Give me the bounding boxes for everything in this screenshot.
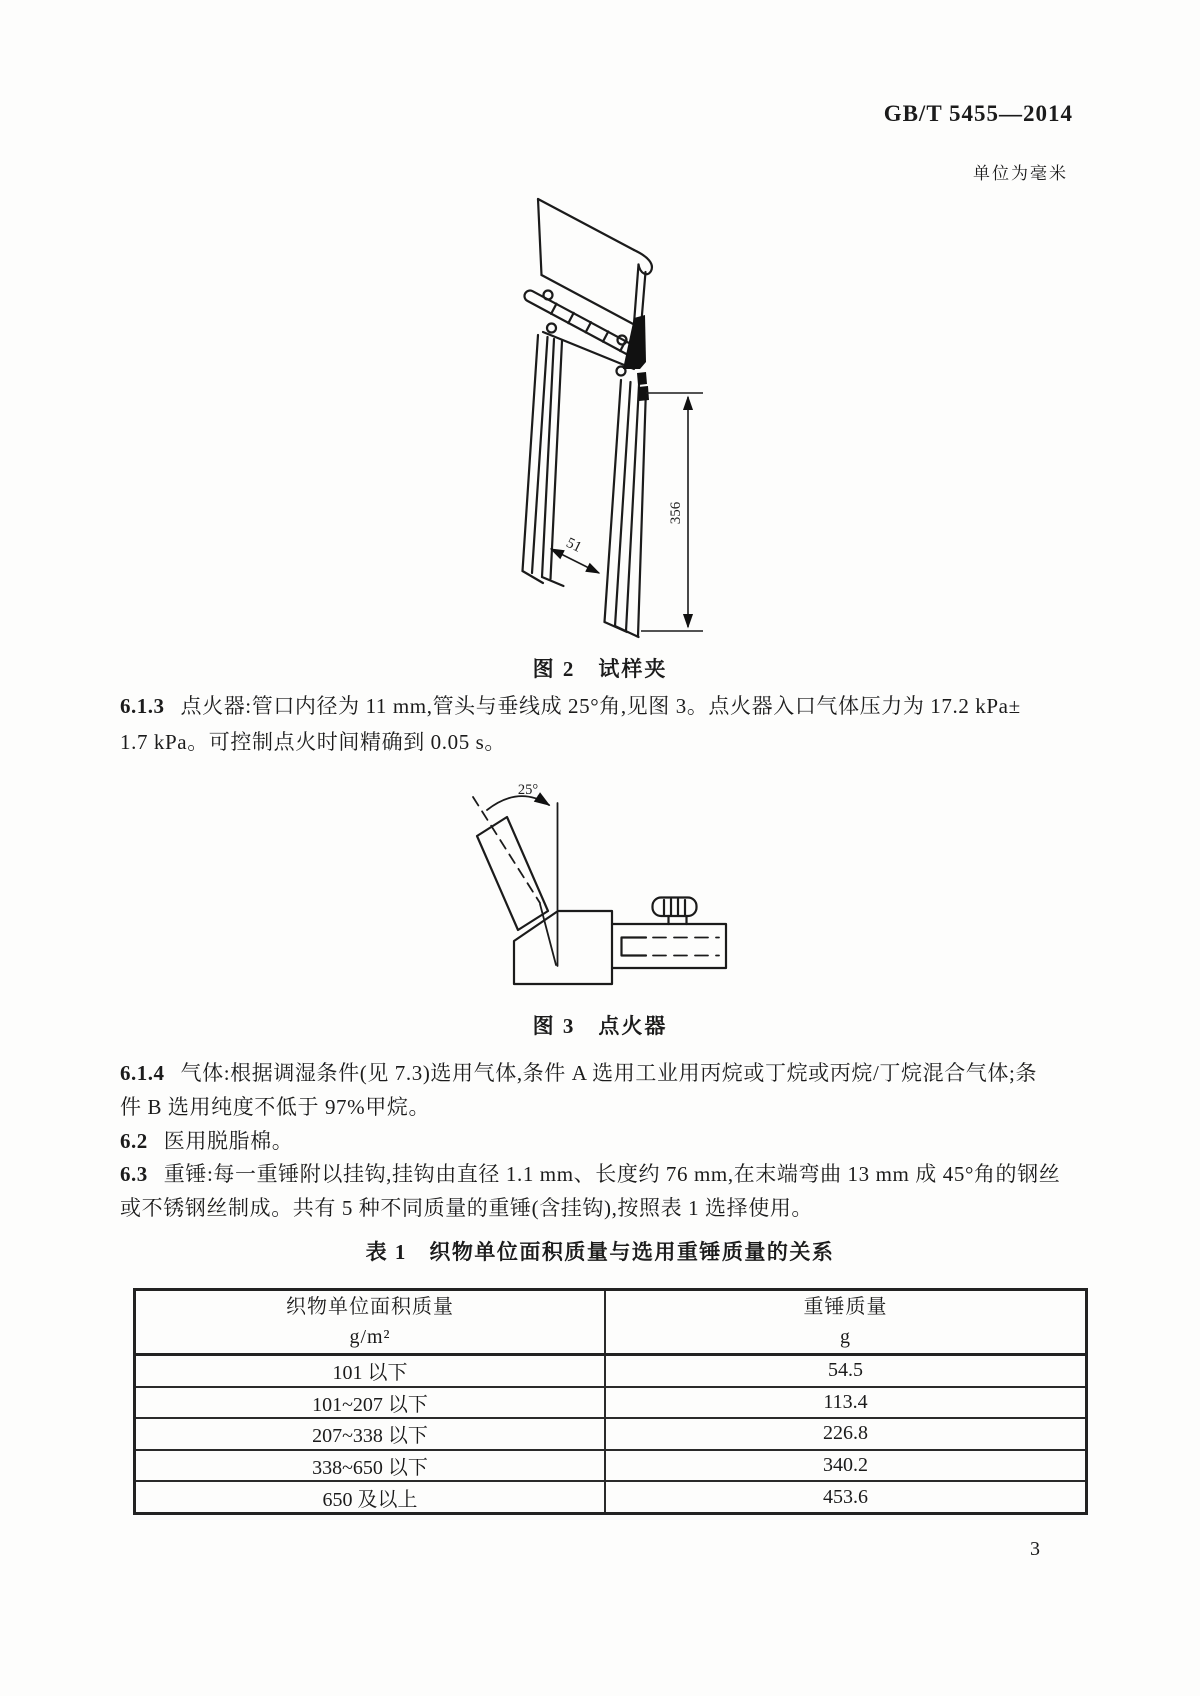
cell-weight: 54.5	[828, 1359, 863, 1382]
table1-header-row	[136, 1291, 1085, 1356]
page-number: 3	[1030, 1538, 1040, 1560]
clause-6-1-4-line2	[120, 1091, 1088, 1121]
cell-mass: 101 以下	[136, 1356, 606, 1386]
col2-header-line2: g	[840, 1326, 851, 1348]
cell-mass: 101~207 以下	[136, 1388, 606, 1418]
dimension-51-label: 51	[563, 534, 585, 556]
clause-text: 重锤:每一重锤附以挂钩,挂钩由直径 1.1 mm、长度约 76 mm,在末端弯曲 13 mm 成 45°角的钢丝	[163, 1162, 1061, 1186]
clause-number: 6.3	[120, 1162, 148, 1186]
cell-mass: 207~338 以下	[136, 1419, 606, 1449]
cell-weight: 453.6	[823, 1485, 868, 1508]
clause-number: 6.2	[120, 1129, 148, 1153]
table1-col1-header	[136, 1291, 606, 1353]
clause-text: 1.7 kPa。可控制点火时间精确到 0.05 s。	[120, 730, 507, 754]
clause-6-2	[120, 1125, 1088, 1155]
cell-weight: 113.4	[823, 1390, 868, 1413]
table-row	[136, 1388, 1085, 1420]
standard-code: GB/T 5455—2014	[883, 101, 1073, 126]
figure3-igniter-drawing	[448, 770, 752, 998]
table-row	[136, 1356, 1085, 1388]
cell-mass: 338~650 以下	[136, 1451, 606, 1481]
clause-6-1-3-line2	[120, 726, 1088, 756]
clause-number: 6.1.4	[120, 1061, 165, 1085]
figure2-specimen-clamp-drawing	[452, 168, 808, 648]
dimension-356-label: 356	[668, 501, 684, 525]
angle-25-label: 25°	[517, 782, 539, 798]
clamp-outline	[523, 199, 652, 637]
col2-header-line1: 重锤质量	[803, 1296, 888, 1318]
clause-text: 点火器:管口内径为 11 mm,管头与垂线成 25°角,见图 3。点火器入口气体压力为 17.2 kPa±	[180, 694, 1021, 718]
clause-number: 6.1.3	[120, 694, 165, 718]
clause-6-1-4-line1	[120, 1057, 1088, 1087]
igniter-outline	[477, 817, 726, 984]
col1-header-line1: 织物单位面积质量	[286, 1296, 454, 1318]
clause-text: 医用脱脂棉。	[163, 1129, 294, 1153]
cell-weight: 340.2	[823, 1454, 868, 1477]
clause-text: 气体:根据调湿条件(见 7.3)选用气体,条件 A 选用工业用丙烷或丁烷或丙烷/丁烷混合气体;条	[180, 1061, 1038, 1085]
clamp-latch-marks	[623, 315, 649, 401]
col1-header-line2: g/m²	[349, 1326, 391, 1348]
clause-text: 件 B 选用纯度不低于 97%甲烷。	[120, 1095, 431, 1119]
cell-mass: 650 及以上	[136, 1482, 606, 1512]
table-row	[136, 1419, 1085, 1451]
figure2-caption: 图 2 试样夹	[532, 657, 668, 681]
clause-6-3-line1	[120, 1158, 1088, 1188]
clause-text: 或不锈钢丝制成。共有 5 种不同质量的重锤(含挂钩),按照表 1 选择使用。	[120, 1196, 814, 1220]
unit-note: 单位为毫米	[973, 164, 1068, 183]
clause-6-3-line2	[120, 1192, 1088, 1222]
clause-6-1-3-line1	[120, 690, 1088, 720]
table-row	[136, 1451, 1085, 1483]
table-row	[136, 1482, 1085, 1512]
cell-weight: 226.8	[823, 1422, 868, 1445]
table1	[133, 1288, 1088, 1515]
table1-col2-header	[606, 1291, 1085, 1353]
figure3-caption: 图 3 点火器	[532, 1014, 668, 1038]
table1-title: 表 1 织物单位面积质量与选用重锤质量的关系	[365, 1240, 835, 1264]
